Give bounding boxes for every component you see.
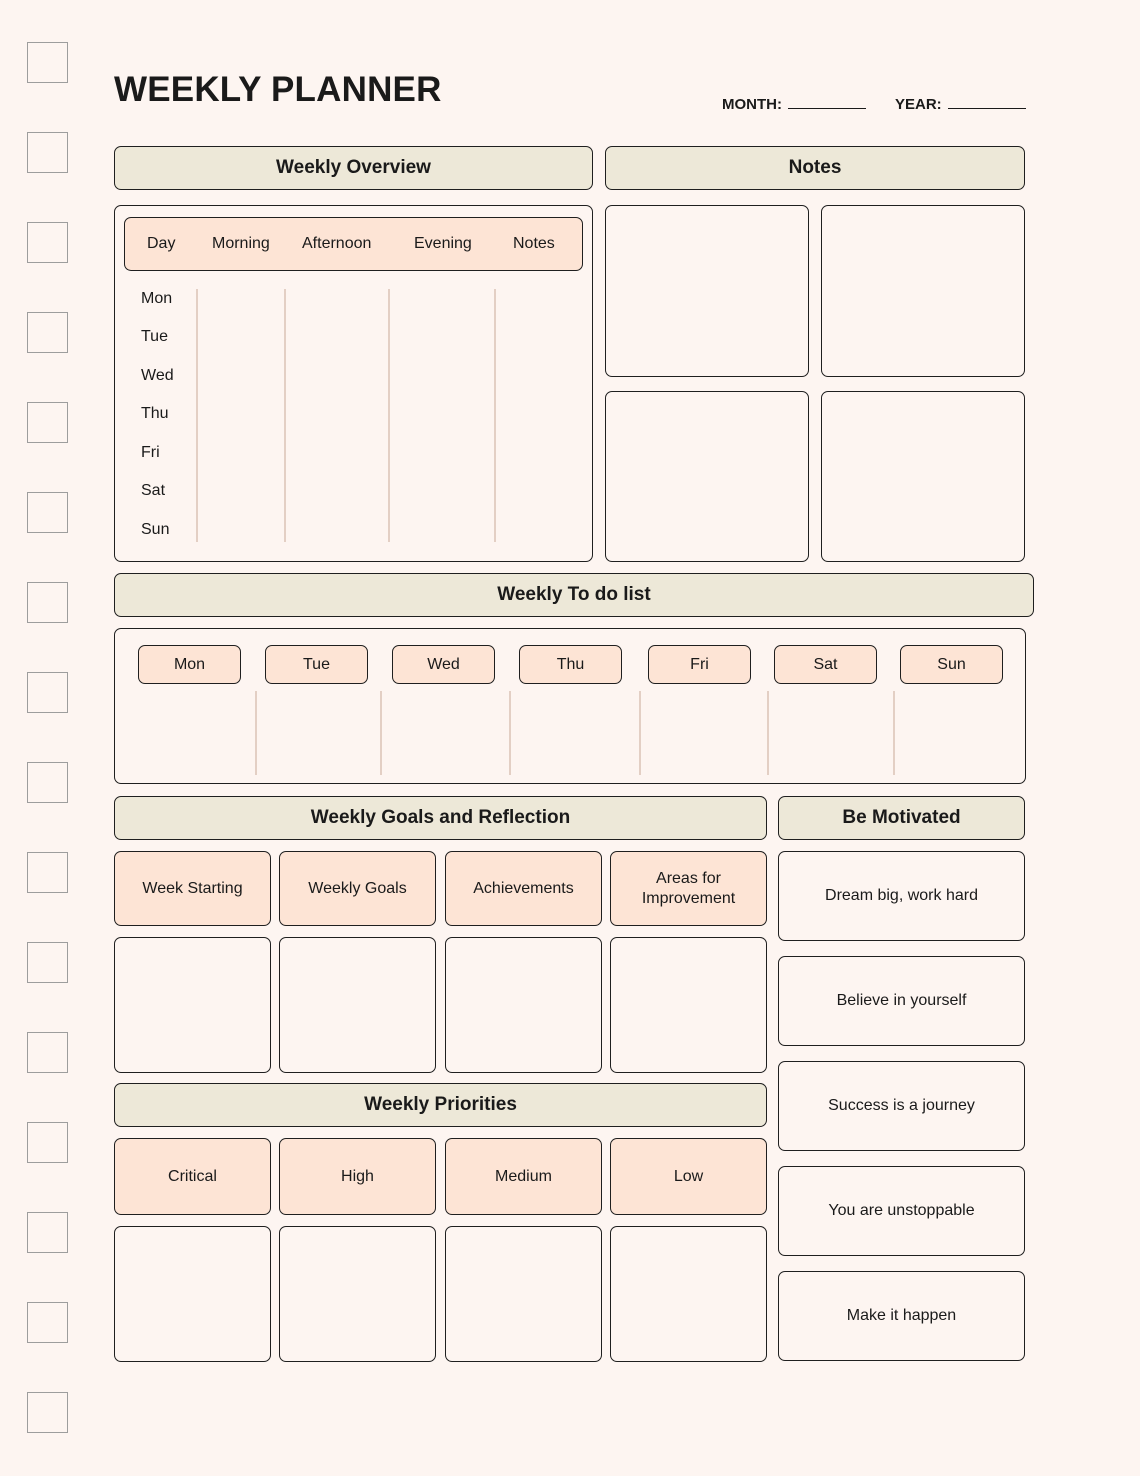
binder-checkbox[interactable] bbox=[27, 762, 68, 803]
todo-day-wed: Wed bbox=[392, 645, 495, 684]
goals-entry-box[interactable] bbox=[610, 937, 767, 1073]
binder-checkbox[interactable] bbox=[27, 1212, 68, 1253]
todo-heading: Weekly To do list bbox=[114, 573, 1034, 617]
motivation-quote: Dream big, work hard bbox=[778, 851, 1025, 941]
goals-heading: Weekly Goals and Reflection bbox=[114, 796, 767, 840]
todo-day-sat: Sat bbox=[774, 645, 877, 684]
overview-day-fri: Fri bbox=[141, 444, 160, 461]
binder-checkbox[interactable] bbox=[27, 1032, 68, 1073]
priority-entry-box[interactable] bbox=[279, 1226, 436, 1362]
goals-col-areas-for-improvement: Areas for Improvement bbox=[610, 851, 767, 926]
binder-checkbox[interactable] bbox=[27, 582, 68, 623]
todo-day-mon: Mon bbox=[138, 645, 241, 684]
overview-divider bbox=[196, 289, 198, 542]
month-label: MONTH: bbox=[722, 96, 782, 113]
goals-entry-box[interactable] bbox=[114, 937, 271, 1073]
todo-divider bbox=[509, 691, 511, 775]
overview-column-header-row bbox=[124, 217, 583, 271]
todo-day-thu: Thu bbox=[519, 645, 622, 684]
motivation-quote: You are unstoppable bbox=[778, 1166, 1025, 1256]
page-title: WEEKLY PLANNER bbox=[114, 70, 442, 109]
overview-col-afternoon: Afternoon bbox=[302, 235, 372, 252]
todo-divider bbox=[380, 691, 382, 775]
month-field[interactable] bbox=[722, 94, 866, 113]
binder-checkbox[interactable] bbox=[27, 402, 68, 443]
todo-divider bbox=[255, 691, 257, 775]
overview-divider bbox=[284, 289, 286, 542]
overview-day-mon: Mon bbox=[141, 290, 173, 307]
binder-checkbox[interactable] bbox=[27, 852, 68, 893]
todo-day-sun: Sun bbox=[900, 645, 1003, 684]
goals-entry-box[interactable] bbox=[279, 937, 436, 1073]
notes-box[interactable] bbox=[605, 205, 809, 377]
priority-col-low: Low bbox=[610, 1138, 767, 1215]
notes-heading: Notes bbox=[605, 146, 1025, 190]
year-input-line[interactable] bbox=[948, 94, 1026, 109]
binder-checkbox[interactable] bbox=[27, 1122, 68, 1163]
overview-day-wed: Wed bbox=[141, 367, 174, 384]
overview-day-thu: Thu bbox=[141, 405, 169, 422]
todo-day-tue: Tue bbox=[265, 645, 368, 684]
goals-col-weekly-goals: Weekly Goals bbox=[279, 851, 436, 926]
priority-col-high: High bbox=[279, 1138, 436, 1215]
overview-divider bbox=[388, 289, 390, 542]
overview-col-day: Day bbox=[147, 235, 176, 252]
binder-checkbox[interactable] bbox=[27, 42, 68, 83]
weekly-overview-table bbox=[114, 205, 593, 562]
overview-day-sat: Sat bbox=[141, 482, 166, 499]
motivation-heading: Be Motivated bbox=[778, 796, 1025, 840]
todo-divider bbox=[639, 691, 641, 775]
binder-checkbox[interactable] bbox=[27, 672, 68, 713]
overview-day-sun: Sun bbox=[141, 521, 170, 538]
goals-col-week-starting: Week Starting bbox=[114, 851, 271, 926]
overview-col-notes: Notes bbox=[513, 235, 555, 252]
priority-entry-box[interactable] bbox=[610, 1226, 767, 1362]
overview-day-tue: Tue bbox=[141, 328, 168, 345]
priority-col-critical: Critical bbox=[114, 1138, 271, 1215]
month-input-line[interactable] bbox=[788, 94, 866, 109]
priority-entry-box[interactable] bbox=[114, 1226, 271, 1362]
motivation-quote: Make it happen bbox=[778, 1271, 1025, 1361]
binder-checkbox[interactable] bbox=[27, 132, 68, 173]
notes-box[interactable] bbox=[605, 391, 809, 562]
overview-col-morning: Morning bbox=[212, 235, 270, 252]
priorities-heading: Weekly Priorities bbox=[114, 1083, 767, 1127]
motivation-quote: Success is a journey bbox=[778, 1061, 1025, 1151]
overview-col-evening: Evening bbox=[414, 235, 472, 252]
overview-divider bbox=[494, 289, 496, 542]
todo-divider bbox=[893, 691, 895, 775]
weekly-overview-heading: Weekly Overview bbox=[114, 146, 593, 190]
binder-checkbox[interactable] bbox=[27, 222, 68, 263]
todo-day-fri: Fri bbox=[648, 645, 751, 684]
year-field[interactable] bbox=[895, 94, 1026, 113]
binder-checkbox[interactable] bbox=[27, 492, 68, 533]
todo-divider bbox=[767, 691, 769, 775]
todo-panel bbox=[114, 628, 1026, 784]
binder-checkbox[interactable] bbox=[27, 312, 68, 353]
binder-checkbox[interactable] bbox=[27, 1392, 68, 1433]
binder-checkbox[interactable] bbox=[27, 1302, 68, 1343]
notes-box[interactable] bbox=[821, 205, 1025, 377]
goals-col-achievements: Achievements bbox=[445, 851, 602, 926]
priority-col-medium: Medium bbox=[445, 1138, 602, 1215]
year-label: YEAR: bbox=[895, 96, 942, 113]
notes-box[interactable] bbox=[821, 391, 1025, 562]
binder-checkbox[interactable] bbox=[27, 942, 68, 983]
priority-entry-box[interactable] bbox=[445, 1226, 602, 1362]
goals-entry-box[interactable] bbox=[445, 937, 602, 1073]
motivation-quote: Believe in yourself bbox=[778, 956, 1025, 1046]
